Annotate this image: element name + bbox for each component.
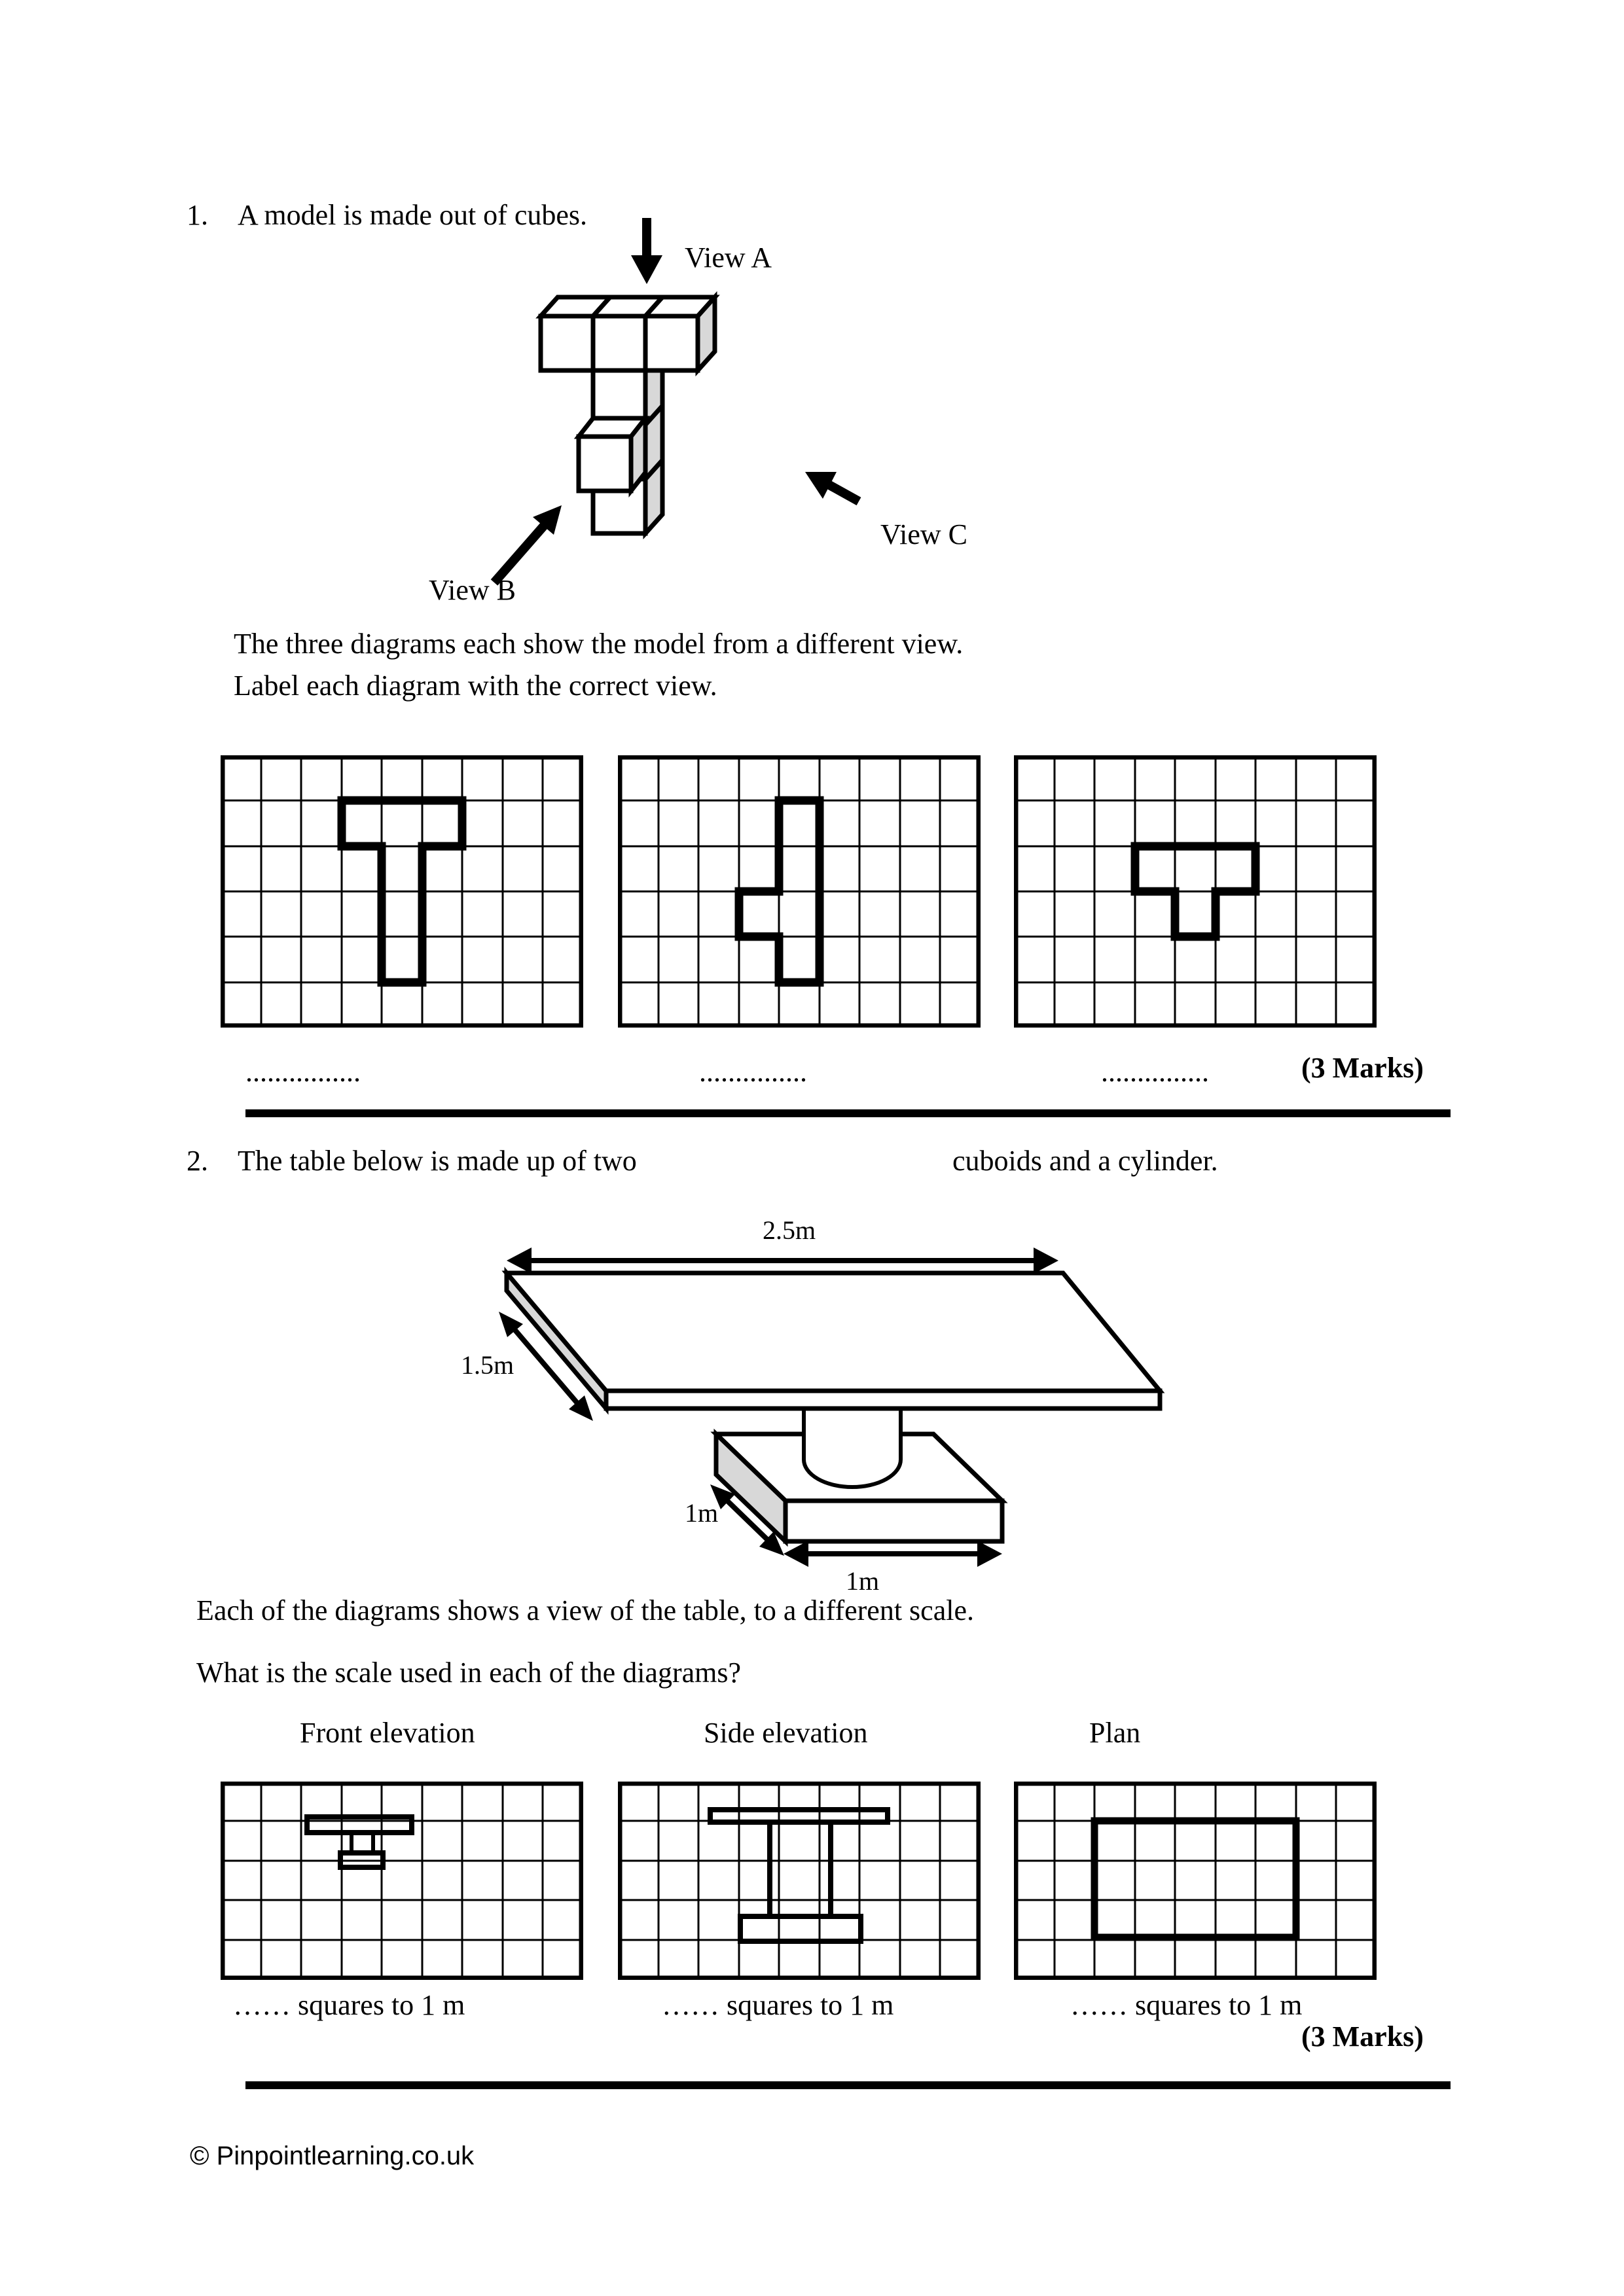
section-divider-1: [245, 1109, 1451, 1117]
q2-prompt-after-gap: cuboids and a cylinder.: [952, 1145, 1218, 1177]
front-elevation-drawing: [307, 1817, 412, 1867]
dim-depth-label: 1.5m: [461, 1350, 514, 1380]
q1-marks: (3 Marks): [1301, 1052, 1424, 1084]
dim-arrow-top-icon: [507, 1247, 1058, 1274]
plan-label: Plan: [1089, 1717, 1141, 1749]
q1-instruction-2: Label each diagram with the correct view.: [234, 670, 717, 702]
q1-prompt: A model is made out of cubes.: [238, 199, 588, 231]
q2-prompt-before-gap: The table below is made up of two: [238, 1145, 637, 1177]
q2-instruction-1: Each of the diagrams shows a view of the table, to a different scale.: [196, 1594, 974, 1626]
section-divider-2: [245, 2081, 1451, 2089]
q1-instruction-1: The three diagrams each show the model from a different view.: [234, 628, 964, 660]
plan-answer: …… squares to 1 m: [1070, 1989, 1303, 2021]
view-c-label: View C: [880, 518, 968, 550]
side-elevation-label: Side elevation: [704, 1717, 868, 1749]
q2-instruction-2: What is the scale used in each of the diagrams?: [196, 1657, 742, 1689]
q1-answer-line-3: ...............: [1101, 1056, 1209, 1088]
q1-answer-line-1: ................: [245, 1056, 361, 1088]
side-elevation-answer: …… squares to 1 m: [662, 1989, 894, 2021]
view-b-arrow-icon: [494, 505, 562, 583]
q2-marks: (3 Marks): [1301, 2020, 1424, 2053]
view-a-arrow-icon: [631, 218, 662, 284]
side-elevation-drawing: [710, 1810, 888, 1941]
q1-grid-front-view: [221, 755, 583, 1028]
view-a-label: View A: [685, 242, 772, 274]
dim-top-width-label: 2.5m: [763, 1215, 816, 1245]
front-elevation-answer: …… squares to 1 m: [233, 1989, 465, 2021]
q1-grid-side-view: [618, 755, 981, 1028]
view-b-label: View B: [429, 574, 516, 606]
dim-base-depth-label: 1m: [685, 1498, 719, 1528]
dim-base-width-label: 1m: [846, 1566, 880, 1596]
q2-number: 2.: [187, 1145, 208, 1177]
cube-model: [541, 297, 715, 533]
q2-grid-plan: [1014, 1782, 1377, 1980]
front-elevation-label: Front elevation: [300, 1717, 475, 1749]
q1-number: 1.: [187, 199, 208, 231]
q2-grid-front-elevation: [221, 1782, 583, 1980]
table-top: [507, 1273, 1160, 1408]
table-figure: [452, 1211, 1185, 1610]
copyright-footer: © Pinpointlearning.co.uk: [190, 2142, 475, 2170]
view-c-arrow-icon: [805, 472, 859, 501]
table-cylinder: [804, 1408, 901, 1487]
q1-answer-line-2: ...............: [699, 1056, 807, 1088]
dim-arrow-base-width-icon: [784, 1541, 1002, 1567]
q2-grid-side-elevation: [618, 1782, 981, 1980]
plan-drawing: [1094, 1821, 1296, 1937]
q1-grid-plan-view: [1014, 755, 1377, 1028]
